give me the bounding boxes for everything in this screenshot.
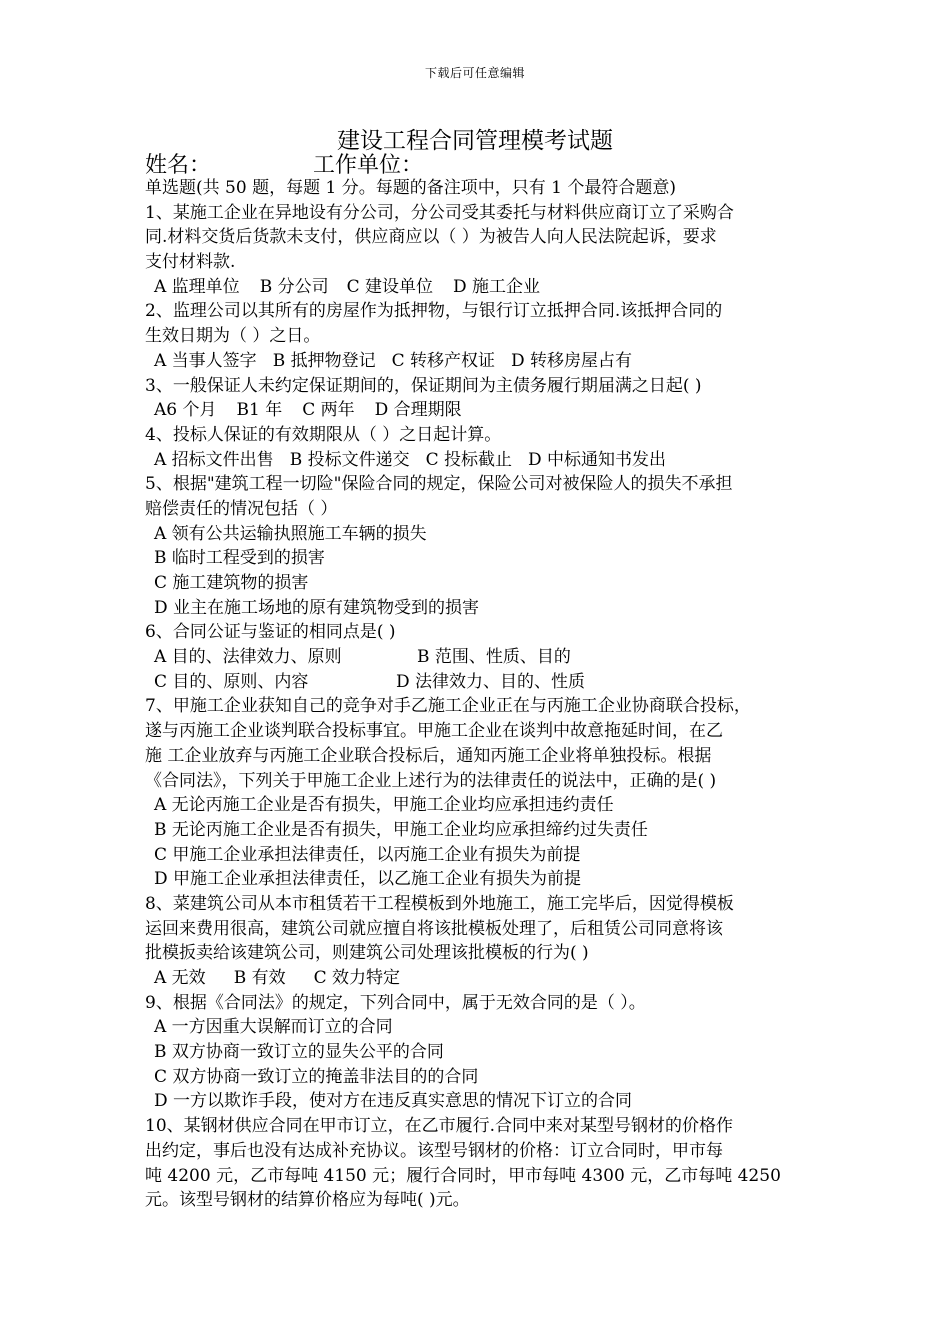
question-line: 2、监理公司以其所有的房屋作为抵押物，与银行订立抵押合同.该抵押合同的 <box>145 301 723 322</box>
answer-option: A 领有公共运输执照施工车辆的损失 <box>154 523 427 544</box>
answer-option: A 无效 <box>154 968 206 988</box>
document-body <box>145 176 825 1213</box>
answer-option: B 无论丙施工企业是否有损失，甲施工企业均应承担缔约过失责任 <box>154 819 648 840</box>
answer-option: B 有效 <box>233 968 286 988</box>
question-line: 出约定，事后也没有达成补充协议。该型号钢材的价格：订立合同时，甲市每 <box>145 1140 723 1161</box>
answer-option: C 施工建筑物的损害 <box>154 573 309 593</box>
option-row <box>145 571 825 596</box>
answer-option: D 合理期限 <box>374 400 462 421</box>
question-line: 赔偿责任的情况包括（ ） <box>145 498 338 519</box>
option-row <box>145 398 825 423</box>
header-note: 下载后可任意编辑 <box>424 66 525 80</box>
answer-option: A6 个月 <box>154 400 217 421</box>
answer-option: B 临时工程受到的损害 <box>154 548 325 569</box>
option-row <box>145 448 825 473</box>
answer-option: C 效力特定 <box>313 968 401 988</box>
question-line: 生效日期为（ ）之日。 <box>145 326 321 347</box>
question-line: 遂与丙施工企业谈判联合投标事宜。甲施工企业在谈判中故意拖延时间，在乙 <box>145 721 723 742</box>
question-line: 《合同法》，下列关于甲施工企业上述行为的法律责任的说法中，正确的是( ) <box>145 770 717 791</box>
question-line: 5、根据"建筑工程一切险"保险合同的规定，保险公司对被保险人的损失不承担 <box>145 474 733 495</box>
answer-option: A 一方因重大误解而订立的合同 <box>154 1017 393 1038</box>
answer-option: C 投标截止 <box>425 449 513 470</box>
question-line: 1、某施工企业在异地设有分公司，分公司受其委托与材料供应商订立了采购合 <box>145 202 734 223</box>
option-row <box>145 670 825 695</box>
question-line: 施 工企业放弃与丙施工企业联合投标后，通知丙施工企业将单独投标。根据 <box>145 745 712 766</box>
page-title: 建设工程合同管理模考试题 <box>337 128 613 154</box>
name-row <box>145 148 424 179</box>
answer-option: A 目的、法律效力、原则 <box>154 647 342 668</box>
option-row <box>145 275 825 300</box>
question-line: 10、某钢材供应合同在甲市订立，在乙市履行.合同中来对某型号钢材的价格作 <box>145 1116 734 1137</box>
answer-option: B 双方协商一致订立的显失公平的合同 <box>154 1042 444 1063</box>
answer-option: B 投标文件递交 <box>289 449 410 470</box>
option-row <box>145 349 825 374</box>
option-row <box>145 867 825 892</box>
question-line: 批模扳卖给该建筑公司，则建筑公司处理该批模板的行为( ) <box>145 943 589 964</box>
answer-option: C 甲施工企业承担法律责任，以丙施工企业有损失为前提 <box>154 844 581 865</box>
option-row <box>145 1015 825 1040</box>
name-label: 姓名： <box>145 153 212 178</box>
answer-option: A 招标文件出售 <box>154 449 274 470</box>
answer-option: D 业主在施工场地的原有建筑物受到的损害 <box>154 597 480 618</box>
answer-option: D 转移房屋占有 <box>511 350 633 371</box>
option-row <box>145 818 825 843</box>
answer-option: C 建设单位 <box>346 276 434 297</box>
answer-option: B 范围、性质、目的 <box>417 647 571 668</box>
question-line: 4、投标人保证的有效期限从（ ）之日起计算。 <box>145 424 502 445</box>
question-line: 吨 4200 元，乙市每吨 4150 元；履行合同时，甲市每吨 4300 元，乙市每吨 4250 <box>145 1165 781 1186</box>
option-row <box>145 645 825 670</box>
option-row <box>145 843 825 868</box>
option-row <box>145 546 825 571</box>
option-row <box>145 966 825 991</box>
answer-option: C 转移产权证 <box>391 350 496 371</box>
question-line: 9、根据《合同法》的规定，下列合同中，属于无效合同的是（ ）。 <box>145 992 646 1013</box>
option-row <box>145 596 825 621</box>
option-row <box>145 522 825 547</box>
question-line: 运回来费用很高，建筑公司就应擅自将该批模板处理了，后租赁公司同意将该 <box>145 918 723 939</box>
answer-option: C 目的、原则、内容 <box>154 671 309 692</box>
instructions: 单选题(共 50 题，每题 1 分。每题的备注项中，只有 1 个最符合题意) <box>145 178 676 198</box>
option-row <box>145 1065 825 1090</box>
answer-option: D 甲施工企业承担法律责任，以乙施工企业有损失为前提 <box>154 869 582 890</box>
answer-option: D 法律效力、目的、性质 <box>396 671 586 692</box>
answer-option: A 无论丙施工企业是否有损失，甲施工企业均应承担违约责任 <box>154 795 614 816</box>
option-row <box>145 1089 825 1114</box>
answer-option: B 分公司 <box>259 276 329 297</box>
answer-option: D 一方以欺诈手段，使对方在违反真实意思的情况下订立的合同 <box>154 1091 633 1112</box>
option-row <box>145 793 825 818</box>
answer-option: B1 年 <box>236 400 283 421</box>
answer-option: A 监理单位 <box>154 276 240 297</box>
option-row <box>145 1040 825 1065</box>
answer-option: A 当事人签字 <box>154 350 257 371</box>
answer-option: C 双方协商一致订立的掩盖非法目的的合同 <box>154 1066 479 1087</box>
question-line: 元。该型号钢材的结算价格应为每吨( )元。 <box>145 1190 470 1211</box>
answer-option: D 中标通知书发出 <box>528 449 667 470</box>
question-line: 3、一般保证人未约定保证期间的，保证期间为主债务履行期届满之日起( ) <box>145 375 702 396</box>
answer-option: D 施工企业 <box>453 276 541 297</box>
question-line: 同.材料交货后货款未支付，供应商应以（ ）为被告人向人民法院起诉，要求 <box>145 227 717 248</box>
question-line: 6、合同公证与鉴证的相同点是( ) <box>145 622 396 643</box>
answer-option: B 抵押物登记 <box>272 350 376 371</box>
answer-option: C 两年 <box>302 400 355 421</box>
question-line: 7、甲施工企业获知自己的竞争对手乙施工企业正在与丙施工企业协商联合投标， <box>145 696 751 717</box>
question-line: 8、菜建筑公司从本市租赁若干工程模板到外地施工，施工完毕后，因觉得模板 <box>145 893 734 914</box>
question-line: 支付材料款. <box>145 252 236 273</box>
org-label: 工作单位： <box>313 153 424 178</box>
